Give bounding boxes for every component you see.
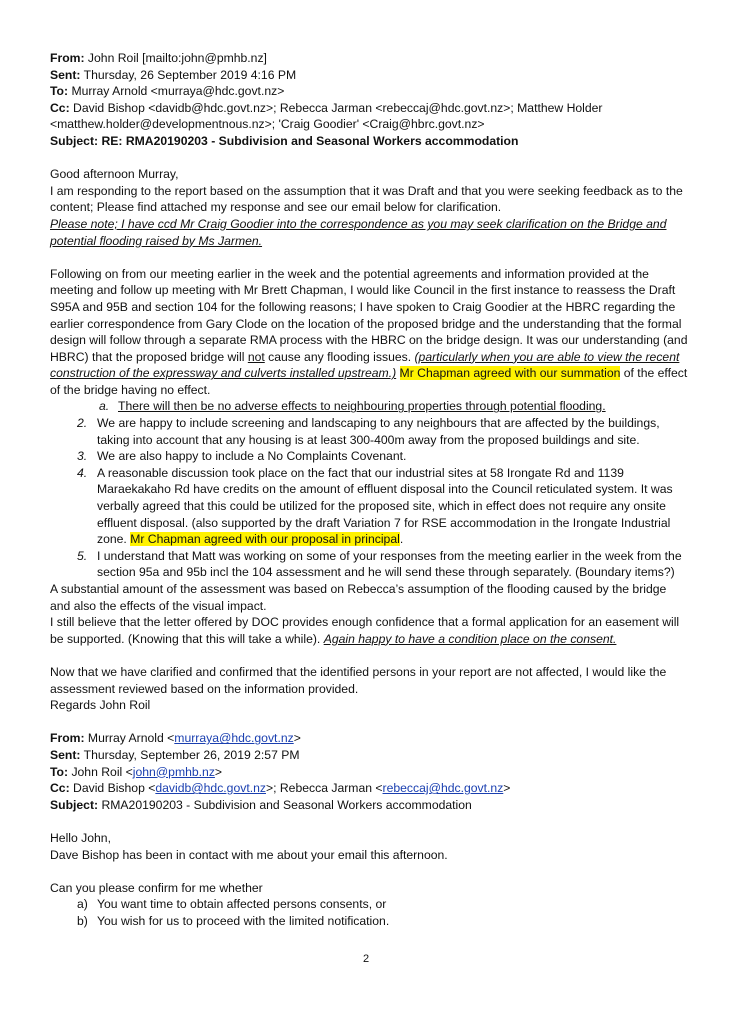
list-item: b) You wish for us to proceed with the limited notification. xyxy=(77,913,390,928)
greeting: Hello John, xyxy=(50,830,111,845)
cc-line: Cc: David Bishop <davidb@hdc.govt.nz>; Rebecca Jarman <rebeccaj@hdc.govt.nz> xyxy=(50,781,511,796)
subject-value: RE: RMA20190203 - Subdivision and Seasonal Workers accommodation xyxy=(101,133,519,148)
from-value: John Roil [mailto:john@pmhb.nz] xyxy=(87,51,267,65)
list-item: 2. We are happy to include screening and landscaping to any neighbours that are affected by the buildings, taking into account that any housing is at least 300-400m away from the proposed buildings and site. xyxy=(77,416,660,447)
cc-line-2: <matthew.holder@developmentnous.nz>; 'Craig Goodier' <Craig@hbrc.govt.nz> xyxy=(50,117,485,132)
cc-email-link-1[interactable]: davidb@hdc.govt.nz xyxy=(155,781,266,796)
doc-letter-paragraph: I still believe that the letter offered by DOC provides enough confidence that a formal application for an easement will be supported. (Knowing that this will take a while). Again happy to have a condition place on the consent. xyxy=(50,615,680,646)
sent-value: Thursday, 26 September 2019 4:16 PM xyxy=(83,67,297,82)
assessment-paragraph: A substantial amount of the assessment was based on Rebecca’s assumption of the flooding caused by the bridge and also the effects of the visual impact. xyxy=(50,582,667,613)
list-item: 4. A reasonable discussion took place on the fact that our industrial sites at 58 Irongate Rd and 1139 Maraekakaho Rd have credits on the amount of effluent disposal into the Council reticulated system. It was verbally agreed that this could be utilized for the proposed site, which in effect does not require any onsite effluent disposal. (also supported by the draft Variation 7 for RSE accommodation in the Irongate Industrial zone. Mr Chapman agreed with our proposal in principal. xyxy=(77,465,673,547)
sent-line: Sent: Thursday, 26 September 2019 4:16 PM xyxy=(50,67,297,82)
cc-value-1: David Bishop <davidb@hdc.govt.nz>; Rebecca Jarman <rebeccaj@hdc.govt.nz>; Matthew Holder xyxy=(73,100,603,115)
cc-line: Cc: David Bishop <davidb@hdc.govt.nz>; Rebecca Jarman <rebeccaj@hdc.govt.nz>; Matthew Holder xyxy=(50,100,603,115)
list-item: 3. We are also happy to include a No Complaints Covenant. xyxy=(77,449,407,464)
to-value: Murray Arnold <murraya@hdc.govt.nz> xyxy=(71,84,285,99)
body-line: Dave Bishop has been in contact with me about your email this afternoon. xyxy=(50,847,448,862)
closing-paragraph: Now that we have clarified and confirmed that the identified persons in your report are not affected, I would like the assessment reviewed based on the information provided. xyxy=(50,664,667,696)
subject-line: Subject: RE: RMA20190203 - Subdivision and Seasonal Workers accommodation xyxy=(50,133,519,148)
from-line: From: John Roil [mailto:john@pmhb.nz] xyxy=(50,51,267,65)
options-list xyxy=(50,896,690,929)
intro-paragraph: I am responding to the report based on the assumption that it was Draft and that you were seeking feedback as to the content; Please find attached my response and see our email below for clarification. xyxy=(50,183,683,215)
first-email-header xyxy=(50,50,690,150)
to-line: To: Murray Arnold <murraya@hdc.govt.nz> xyxy=(50,84,285,99)
sent-line: Sent: Thursday, September 26, 2019 2:57 PM xyxy=(50,747,300,762)
cc-email-link-2[interactable]: rebeccaj@hdc.govt.nz xyxy=(382,781,504,796)
from-line: From: Murray Arnold <murraya@hdc.govt.nz> xyxy=(50,731,301,746)
sub-item-a: a. There will then be no adverse effects to neighbouring properties through potential flooding. xyxy=(99,399,606,414)
second-email-header xyxy=(50,730,690,813)
signoff: Regards John Roil xyxy=(50,698,151,713)
from-email-link[interactable]: murraya@hdc.govt.nz xyxy=(174,731,294,746)
main-paragraph: Following on from our meeting earlier in the week and the potential agreements and information provided at the meeting and follow up meeting with Mr Brett Chapman, I would like Council in the first instance to reassess the Draft S95A and 95B and section 104 for the following reasons; I have spoken to Craig Goodier at the HBRC regarding the earlier correspondence from Gary Clode on the location of the proposed bridge and the understanding that the formal design will follow through a separate RMA process with the HBRC on the bridge design. It was our understanding (and HBRC) that the proposed bridge will not cause any flooding issues. (particularly when you are able to view the recent construction of the expressway and culverts installed upstream.) Mr Chapman agreed with our summation of the effect of the bridge having no effect. xyxy=(50,266,688,397)
page-number: 2 xyxy=(362,953,370,965)
note-paragraph: Please note; I have ccd Mr Craig Goodier into the correspondence as you may seek clarification on the Bridge and potential flooding raised by Ms Jarmen. xyxy=(50,216,667,248)
body-line: Can you please confirm for me whether xyxy=(50,880,263,895)
highlight-summation: Mr Chapman agreed with our summation xyxy=(399,366,621,381)
list-item: 5. I understand that Matt was working on some of your responses from the meeting earlier in the week from the section 95a and 95b incl the 104 assessment and he will send these through separately. (Boundary items?) xyxy=(77,548,682,580)
email-thread xyxy=(50,50,690,929)
subject-line: Subject: RMA20190203 - Subdivision and Seasonal Workers accommodation xyxy=(50,797,472,812)
greeting: Good afternoon Murray, xyxy=(50,167,179,182)
to-email-link[interactable]: john@pmhb.nz xyxy=(132,764,215,779)
list-item: a) You want time to obtain affected persons consents, or xyxy=(77,897,387,912)
highlight-proposal: Mr Chapman agreed with our proposal in principal xyxy=(130,532,400,547)
numbered-list xyxy=(50,415,690,581)
to-line: To: John Roil <john@pmhb.nz> xyxy=(50,764,223,779)
